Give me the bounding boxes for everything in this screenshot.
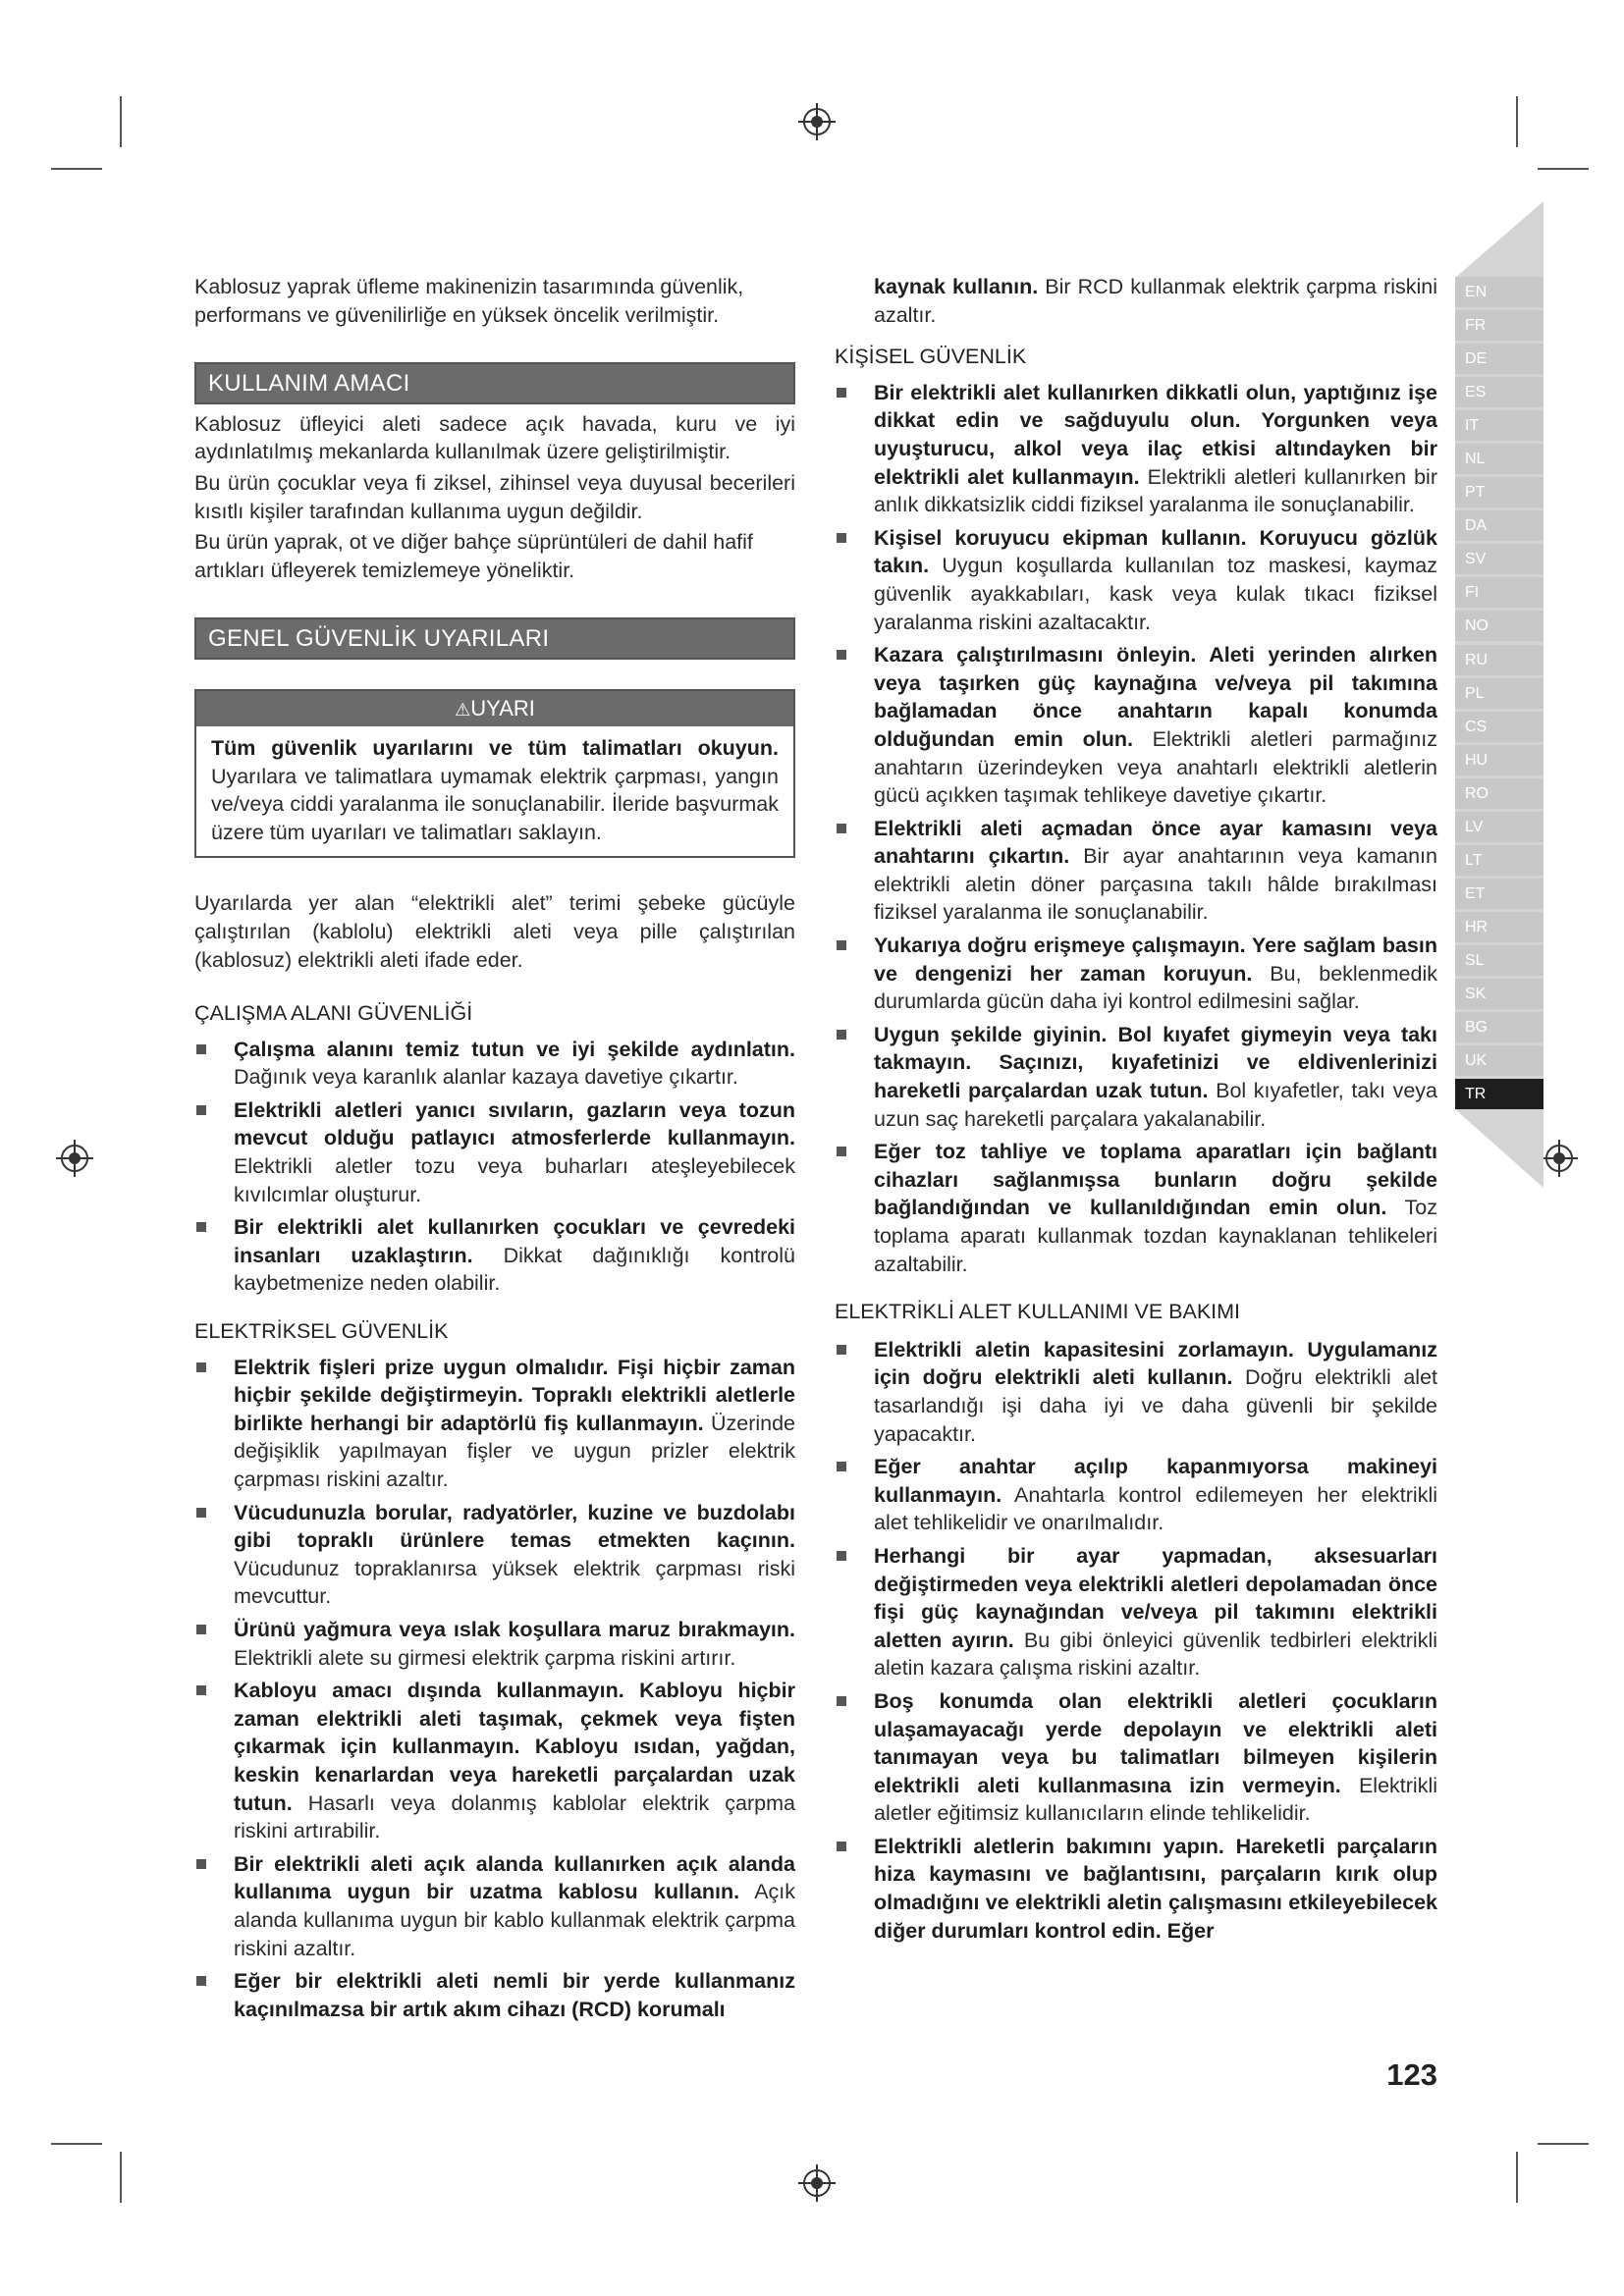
list-item-bold: Boş konumda olan elektrikli aletleri çocukların ulaşamayacağı yerde depolayın ve elektrikli aleti tanımayan veya bu talimatları bilmeyen kişilerin elektrikli aleti kullanmasına izin vermeyin. xyxy=(874,1688,1437,1797)
list-item-bold: Eğer bir elektrikli aleti nemli bir yerde kullanmanız kaçınılmazsa bir artık akım cihazı (RCD) korumalı xyxy=(234,1969,795,2021)
bullet-square-icon xyxy=(837,1842,846,1851)
list-item-bold: Yukarıya doğru erişmeye çalışmayın. Yere sağlam basın ve dengenizi her zaman koruyun. xyxy=(874,934,1437,986)
language-tab-et[interactable]: ET xyxy=(1455,879,1543,909)
language-tab-nl[interactable]: NL xyxy=(1455,444,1543,474)
list-item-text: Üzerinde değişiklik yapılmayan fişler ve uygun prizler elektrik çarpması riskini azaltır. xyxy=(234,1411,796,1491)
crop-mark xyxy=(120,2152,122,2203)
subheading-tool-use: ELEKTRİKLİ ALET KULLANIMI VE BAKIMI xyxy=(835,1300,1241,1324)
bullet-square-icon xyxy=(196,1625,206,1634)
warning-triangle-icon: ⚠ xyxy=(455,699,471,720)
list-item-text: Bu, beklenmedik durumlarda gücün daha iyi kontrol edilmesini sağlar. xyxy=(874,961,1437,1014)
list-item xyxy=(194,1096,795,1208)
list-item-bold: Uygun şekilde giyinin. Bol kıyafet giymeyin veya takı takmayın. Saçınızı, kıyafetinizi ve eldivenlerinizi hareketli parçalardan uzak tutun. xyxy=(874,1022,1437,1103)
list-item-text: Bol kıyafetler, takı veya uzun saç hareketli parçalara yakalanabilir. xyxy=(874,1079,1437,1131)
language-tab-sk[interactable]: SK xyxy=(1455,979,1543,1009)
list-item xyxy=(194,1499,795,1611)
warning-label: UYARI xyxy=(470,695,535,721)
list-item xyxy=(835,1453,1437,1537)
language-tab-tr[interactable]: TR xyxy=(1455,1079,1543,1109)
list-item xyxy=(835,1542,1437,1682)
list-item-text: Toz toplama aparatı kullanmak tozdan kaynaklanan tehlikeleri azaltabilir. xyxy=(874,1196,1437,1276)
list-item-text: Elektrikli aletler tozu veya buharları ateşleyebilecek kıvılcımlar oluşturur. xyxy=(234,1154,795,1206)
list-item xyxy=(194,1616,795,1672)
list-item xyxy=(835,932,1437,1016)
list-item-text: Uygun koşullarda kullanılan toz maskesi, kaymaz güvenlik ayakkabıları, kask veya kulak tıkacı fiziksel yaralanma riskini azaltacaktır. xyxy=(874,554,1437,634)
crop-mark xyxy=(120,96,122,147)
language-tab-en[interactable]: EN xyxy=(1455,277,1543,307)
crop-mark xyxy=(51,168,102,170)
list-item xyxy=(835,815,1437,927)
list-item-bold: Elektrikli aletleri yanıcı sıvıların, gazların veya tozun mevcut olduğu patlayıcı atmosferlerde kullanmayın. xyxy=(234,1097,795,1150)
list-item-bold: Elektrikli aletin kapasitesini zorlamayın. Uygulamanız için doğru elektrikli aleti kullanın. xyxy=(874,1337,1437,1390)
registration-target-icon xyxy=(797,102,837,141)
language-tab-bg[interactable]: BG xyxy=(1455,1012,1543,1042)
continuation-bold: kaynak kullanın. xyxy=(874,275,1039,298)
left-column xyxy=(194,273,795,2028)
list-item xyxy=(835,1336,1437,1448)
language-tab-it[interactable]: IT xyxy=(1455,410,1543,441)
list-item-bold: Bir elektrikli alet kullanırken dikkatli olun, yaptığınız işe dikkat edin ve sağduyulu olun. Yorgunken veya uyuşturucu, alkol veya ilaç etkisi altındayken bir elektrikli alet kullanmayın. xyxy=(874,380,1437,489)
crop-mark xyxy=(1538,2143,1589,2145)
list-item-text: Açık alanda kullanıma uygun bir kablo kullanmak elektrik çarpma riskini azaltır. xyxy=(234,1880,796,1960)
list-item xyxy=(835,1687,1437,1828)
warning-box xyxy=(194,689,795,858)
registration-target-icon xyxy=(797,2163,837,2203)
subheading-personal-safety: KİŞİSEL GÜVENLİK xyxy=(835,345,1027,369)
list-item-text: Elektrikli aletleri parmağınız anahtarın üzerindeyken veya anahtarlı elektrikli aletlerin gücü açıkken taşımak tehlikeye davetiye çıkartır. xyxy=(874,726,1437,808)
language-tab-fr[interactable]: FR xyxy=(1455,310,1543,341)
list-item-text: Elektrikli aletleri kullanırken bir anlık dikkatsizlik ciddi fiziksel yaralanma ile sonuçlanabilir. xyxy=(874,464,1437,517)
list-item xyxy=(835,1021,1437,1133)
language-tab-de[interactable]: DE xyxy=(1455,344,1543,374)
language-tab-hu[interactable]: HU xyxy=(1455,745,1543,775)
language-tab-hr[interactable]: HR xyxy=(1455,912,1543,942)
warning-text: Uyarılara ve talimatlara uymamak elektrik çarpması, yangın ve/veya ciddi yaralanma ile sonuçlanabilir. İleride başvurmak üzere tüm uyarıları ve talimatları saklayın. xyxy=(211,764,779,844)
language-tab-uk[interactable]: UK xyxy=(1455,1045,1543,1076)
list-item-text: Doğru elektrikli alet tasarlandığı işi daha iyi ve daha güvenli bir şekilde yapacaktır. xyxy=(874,1365,1437,1446)
bullet-square-icon xyxy=(837,1030,846,1040)
list-item-text: Bir ayar anahtarının veya kamanın elektrikli aletin döner parçasına takılı hâlde bırakılması fiziksel yaralanma ile sonuçlanabilir. xyxy=(874,844,1437,925)
list-item-bold: Kazara çalıştırılmasını önleyin. Aleti yerinden alırken veya taşırken güç kaynağına ve/veya pil takımına bağlamadan önce anahtarın kapalı konumda olduğundan emin olun. xyxy=(874,643,1437,751)
page-number: 123 xyxy=(1386,2057,1437,2092)
list-item xyxy=(835,379,1437,519)
bullet-square-icon xyxy=(837,1345,846,1355)
list-item xyxy=(835,641,1437,810)
bullet-square-icon xyxy=(837,824,846,833)
list-item xyxy=(194,1354,795,1494)
bullet-square-icon xyxy=(196,1859,206,1869)
list-item xyxy=(194,1036,795,1092)
list-item-text: Hasarlı veya dolanmış kablolar elektrik çarpma riskini artırabilir. xyxy=(234,1790,795,1843)
list-item-bold: Vücudunuzla borular, radyatörler, kuzine ve buzdolabı gibi topraklı ürünlere temas etmekten kaçının. xyxy=(234,1500,795,1553)
bullet-square-icon xyxy=(837,1696,846,1706)
list-item-text: Elektrikli aletler eğitimsiz kullanıcıların elinde tehlikelidir. xyxy=(874,1773,1438,1826)
term-note: Uyarılarda yer alan “elektrikli alet” terimi şebeke gücüyle çalıştırılan (kablolu) elektrikli aleti veya pille çalıştırılan (kablosuz) elektrikli aleti ifade eder. xyxy=(194,891,795,972)
list-item xyxy=(835,1833,1437,1945)
crop-mark xyxy=(1516,96,1518,147)
list-item xyxy=(194,1967,795,2023)
list-item-bold: Elektrikli aleti açmadan önce ayar kamasını veya anahtarını çıkartın. xyxy=(874,816,1437,869)
list-item-bold: Kabloyu amacı dışında kullanmayın. Kabloyu hiçbir zaman elektrikli aleti taşımak, çekmek veya fişten çıkarmak için kullanmayın. Kabloyu ısıdan, yağdan, keskin kenarlardan veya hareketli parçalardan uzak tutun. xyxy=(234,1679,795,1815)
language-tab-da[interactable]: DA xyxy=(1455,510,1543,541)
list-item xyxy=(194,1850,795,1962)
list-item xyxy=(835,524,1437,636)
language-tab-no[interactable]: NO xyxy=(1455,611,1543,641)
bullet-square-icon xyxy=(196,1044,206,1054)
bullet-square-icon xyxy=(837,1551,846,1561)
language-tab-pt[interactable]: PT xyxy=(1455,477,1543,507)
list-item-text: Dağınık veya karanlık alanlar kazaya davetiye çıkartır. xyxy=(234,1065,738,1090)
bullet-square-icon xyxy=(196,1685,206,1695)
bullet-square-icon xyxy=(837,650,846,660)
continuation-paragraph xyxy=(835,273,1437,329)
list-item-bold: Bir elektrikli aleti açık alanda kullanırken açık alanda kullanıma uygun bir uzatma kablosu kullanın. xyxy=(234,1851,795,1904)
bullet-square-icon xyxy=(196,1105,206,1115)
language-tab-es[interactable]: ES xyxy=(1455,377,1543,407)
bullet-square-icon xyxy=(196,1976,206,1986)
list-item-bold: Çalışma alanını temiz tutun ve iyi şekilde aydınlatın. xyxy=(234,1037,795,1061)
list-item-bold: Kişisel koruyucu ekipman kullanın. Koruyucu gözlük takın. xyxy=(874,525,1437,578)
list-item xyxy=(835,1138,1437,1278)
continuation-text: Bir RCD kullanmak elektrik çarpma riskini azaltır. xyxy=(874,275,1437,327)
language-tab-lv[interactable]: LV xyxy=(1455,812,1543,842)
subheading-electrical: ELEKTRİKSEL GÜVENLİK xyxy=(194,1319,449,1344)
work-area-list xyxy=(194,1036,795,1298)
language-tab-fi[interactable]: FI xyxy=(1455,577,1543,608)
bullet-square-icon xyxy=(196,1222,206,1232)
crop-mark xyxy=(1516,2152,1518,2203)
list-item-text: Dikkat dağınıklığı kontrolü kaybetmenize neden olabilir. xyxy=(234,1243,795,1296)
crop-mark xyxy=(1538,168,1589,170)
language-tabs xyxy=(1455,277,1543,1112)
bullet-square-icon xyxy=(837,1462,846,1471)
bullet-square-icon xyxy=(196,1508,206,1518)
bullet-square-icon xyxy=(837,940,846,950)
list-item-text: Bu gibi önleyici güvenlik tedbirleri elektrikli aletin kazara çalışma riskini azaltır. xyxy=(874,1628,1437,1681)
language-tab-cs[interactable]: CS xyxy=(1455,712,1543,742)
list-item xyxy=(194,1677,795,1845)
electrical-list xyxy=(194,1354,795,2024)
language-tab-ru[interactable]: RU xyxy=(1455,645,1543,675)
intended-use-paragraph: Kablosuz üfleyici aleti sadece açık havada, kuru ve iyi aydınlatılmış mekanlarda kullanılmak üzere geliştirilmiştir. xyxy=(194,411,795,464)
list-item-bold: Elektrik fişleri prize uygun olmalıdır. Fişi hiçbir zaman hiçbir şekilde değiştirmeyin. Topraklı elektrikli aletlerle birlikte herhangi bir adaptörlü fiş kullanmayın. xyxy=(234,1355,795,1435)
bullet-square-icon xyxy=(837,533,846,543)
list-item-bold: Eğer anahtar açılıp kapanmıyorsa makineyi kullanmayın. xyxy=(874,1455,1437,1507)
intended-use-paragraph: Bu ürün çocuklar veya fi ziksel, zihinsel veya duyusal becerileri kısıtlı kişiler tarafından kullanıma uygun değildir. xyxy=(194,470,795,523)
section-heading-intended-use: KULLANIM AMACI xyxy=(194,362,795,404)
list-item xyxy=(194,1213,795,1298)
list-item-text: Elektrikli alete su girmesi elektrik çarpma riskini artırır. xyxy=(234,1645,736,1670)
warning-header xyxy=(196,691,793,726)
section-heading-general-safety: GENEL GÜVENLİK UYARILARI xyxy=(194,617,795,660)
language-tab-sl[interactable]: SL xyxy=(1455,945,1543,976)
list-item-bold: Bir elektrikli alet kullanırken çocukları ve çevredeki insanları uzaklaştırın. xyxy=(234,1215,795,1267)
language-tab-ro[interactable]: RO xyxy=(1455,778,1543,809)
right-column xyxy=(835,273,1437,1949)
intro-paragraph: Kablosuz yaprak üfleme makinenizin tasarımında güvenlik, performans ve güvenilirliğe en yüksek öncelik verilmiştir. xyxy=(194,275,744,327)
crop-mark xyxy=(51,2143,102,2145)
personal-safety-list xyxy=(835,379,1437,1278)
list-item-text: Vücudunuz topraklanırsa yüksek elektrik çarpması riski mevcuttur. xyxy=(234,1556,795,1609)
bullet-square-icon xyxy=(837,388,846,398)
list-item-bold: Elektrikli aletlerin bakımını yapın. Hareketli parçaların hiza kaymasını ve bağlantısını, parçaların kırık olup olmadığını ve elektrikli aletin çalışmasını etkileyebilecek diğer durumları kontrol edin. Eğer xyxy=(874,1834,1437,1943)
language-tab-lt[interactable]: LT xyxy=(1455,845,1543,876)
subheading-work-area: ÇALIŞMA ALANI GÜVENLİĞİ xyxy=(194,1001,473,1026)
registration-target-icon xyxy=(1540,1139,1579,1178)
list-item-text: Anahtarla kontrol edilemeyen her elektrikli alet tehlikelidir ve onarılmalıdır. xyxy=(874,1482,1437,1535)
warning-bold-text: Tüm güvenlik uyarılarını ve tüm talimatları okuyun. xyxy=(211,735,779,760)
bullet-square-icon xyxy=(196,1362,206,1372)
bullet-square-icon xyxy=(837,1147,846,1156)
list-item-bold: Eğer toz tahliye ve toplama aparatları için bağlantı cihazları sağlanmışsa bunların doğru şekilde bağlandığından ve kullanıldığından emin olun. xyxy=(874,1140,1437,1220)
list-item-bold: Ürünü yağmura veya ıslak koşullara maruz bırakmayın. xyxy=(234,1617,795,1641)
language-tab-pl[interactable]: PL xyxy=(1455,678,1543,709)
registration-target-icon xyxy=(55,1139,94,1178)
list-item-bold: Herhangi bir ayar yapmadan, aksesuarları değiştirmeden veya elektrikli aletleri depolamadan önce fişi güç kaynağından ve/veya pil takımını elektrikli aletten ayırın. xyxy=(874,1543,1437,1652)
intended-use-paragraph: Bu ürün yaprak, ot ve diğer bahçe süprüntüleri de dahil hafif artıkları üfleyerek temizlemeye yöneliktir. xyxy=(194,530,753,582)
tool-use-list xyxy=(835,1336,1437,1945)
language-tab-sv[interactable]: SV xyxy=(1455,544,1543,574)
